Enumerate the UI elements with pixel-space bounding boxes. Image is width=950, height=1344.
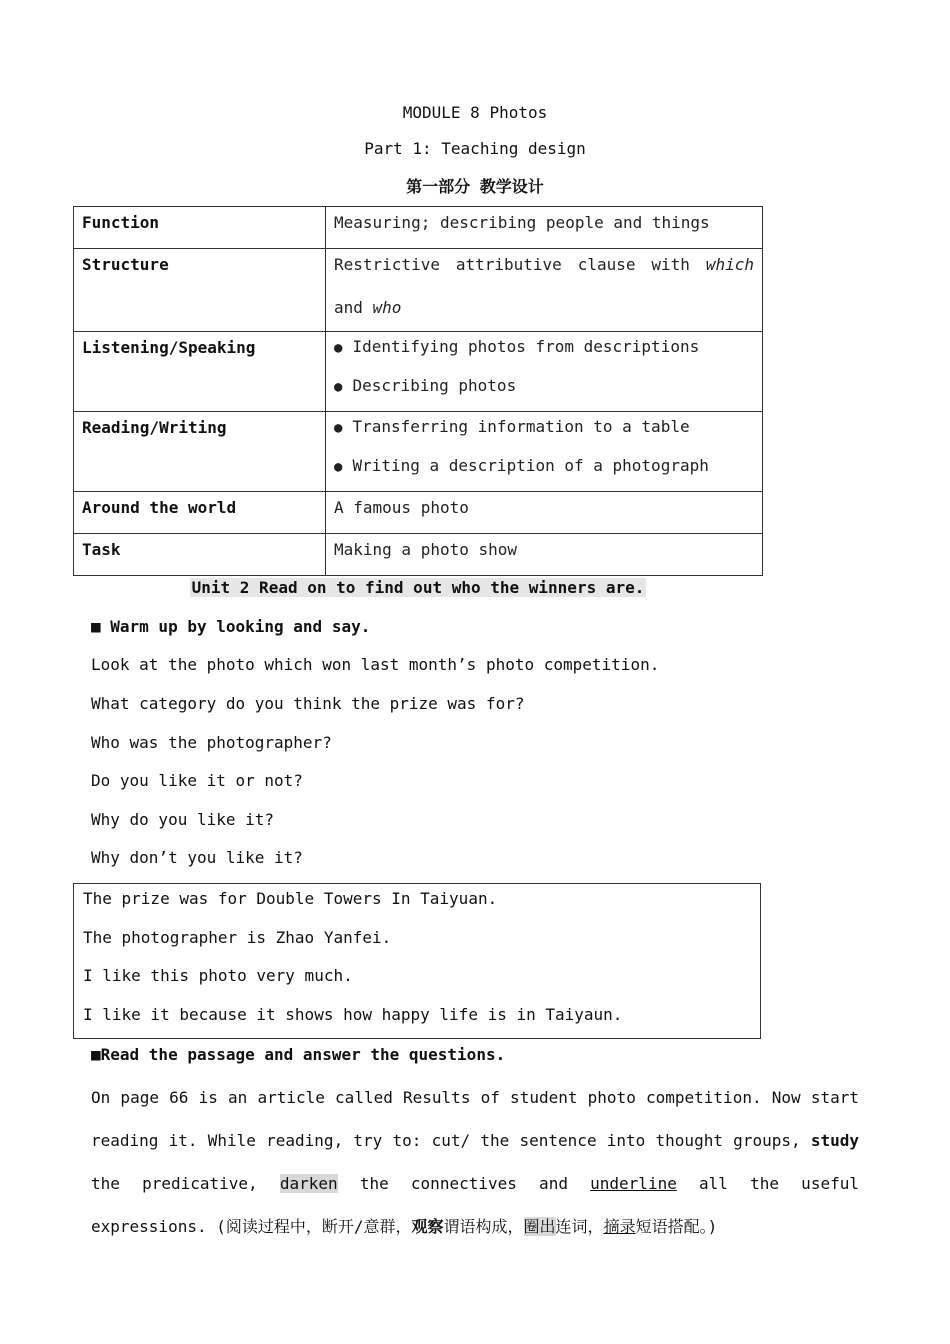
- answer-line: I like this photo very much.: [83, 966, 353, 985]
- table-row: [74, 332, 763, 412]
- module-title: MODULE 8 Photos: [402, 103, 548, 122]
- list-item: [334, 447, 754, 486]
- answer-line: The photographer is Zhao Yanfei.: [83, 928, 392, 947]
- row-value-structure: [326, 249, 763, 332]
- bullet-text: Writing a description of a photograph: [352, 456, 709, 475]
- instructions-text: 谓语构成，: [443, 1217, 524, 1236]
- answers-box: [73, 883, 761, 1039]
- warmup-heading: ■ Warm up by looking and say.: [91, 617, 371, 636]
- bullet-icon: ●: [334, 459, 343, 475]
- bullet-icon: ●: [334, 379, 343, 395]
- list-item: [334, 328, 754, 367]
- row-key-function: Function: [74, 207, 326, 249]
- row-value-listening-speaking: [326, 332, 763, 412]
- underline-keyword: underline: [590, 1174, 677, 1193]
- instructions-text: the predicative,: [91, 1174, 280, 1193]
- row-value-function: Measuring; describing people and things: [326, 207, 763, 249]
- observe-keyword: 观察: [411, 1217, 444, 1236]
- instructions-text: the connectives and: [337, 1174, 591, 1193]
- table-row: [74, 207, 763, 249]
- bullet-text: Describing photos: [352, 376, 517, 395]
- warmup-question: Why do you like it?: [91, 810, 275, 829]
- row-value-around-the-world: A famous photo: [326, 492, 763, 534]
- warmup-question: What category do you think the prize was for?: [91, 694, 525, 713]
- row-key-around-the-world: Around the world: [74, 492, 326, 534]
- warmup-question: Why don’t you like it?: [91, 848, 303, 867]
- instructions-text: 连词，: [555, 1217, 604, 1236]
- row-key-reading-writing: Reading/Writing: [74, 412, 326, 492]
- list-item: [334, 367, 754, 406]
- row-key-listening-speaking: Listening/Speaking: [74, 332, 326, 412]
- darken-keyword: darken: [279, 1174, 338, 1193]
- part-title: Part 1: Teaching design: [364, 139, 586, 158]
- unit-heading: [73, 578, 763, 597]
- table-row: [74, 412, 763, 492]
- list-item: [334, 408, 754, 447]
- bullet-icon: ●: [334, 420, 343, 436]
- structure-text-2: and: [334, 298, 373, 317]
- bullet-text: Identifying photos from descriptions: [352, 337, 700, 356]
- structure-italic-who: who: [372, 298, 402, 317]
- table-row: [74, 534, 763, 576]
- row-key-structure: Structure: [74, 249, 326, 332]
- row-value-task: Making a photo show: [326, 534, 763, 576]
- warmup-question: Who was the photographer?: [91, 733, 332, 752]
- reading-heading: ■Read the passage and answer the questions.: [91, 1045, 506, 1064]
- reading-instructions: [91, 1076, 859, 1248]
- bullet-text: Transferring information to a table: [352, 417, 690, 436]
- teaching-design-table: [73, 206, 763, 576]
- bullet-icon: ●: [334, 340, 343, 356]
- circle-keyword: 圈出: [523, 1217, 556, 1236]
- study-keyword: study: [810, 1131, 859, 1150]
- part-title-chinese: 第一部分 教学设计: [406, 177, 544, 196]
- unit-heading-text: Unit 2 Read on to find out who the winners are.: [191, 578, 645, 597]
- table-row: [74, 249, 763, 332]
- table-row: [74, 492, 763, 534]
- row-key-task: Task: [74, 534, 326, 576]
- answer-line: The prize was for Double Towers In Taiyuan.: [83, 889, 498, 908]
- structure-text-1: Restrictive attributive clause with: [334, 255, 706, 274]
- instructions-text: all the useful expressions. (阅读过程中，断开/意群，: [91, 1174, 859, 1236]
- row-value-reading-writing: [326, 412, 763, 492]
- warmup-question: Do you like it or not?: [91, 771, 303, 790]
- answer-line: I like it because it shows how happy life is in Taiyaun.: [83, 1005, 623, 1024]
- instructions-text: On page 66 is an article called Results of student photo competition. Now start reading it. While reading, try to: cut/ the sentence into thought groups,: [91, 1088, 859, 1150]
- instructions-text: 短语搭配。): [635, 1217, 718, 1236]
- excerpt-keyword: 摘录: [603, 1217, 636, 1236]
- warmup-question: Look at the photo which won last month’s photo competition.: [91, 655, 660, 674]
- structure-italic-which: which: [705, 255, 754, 274]
